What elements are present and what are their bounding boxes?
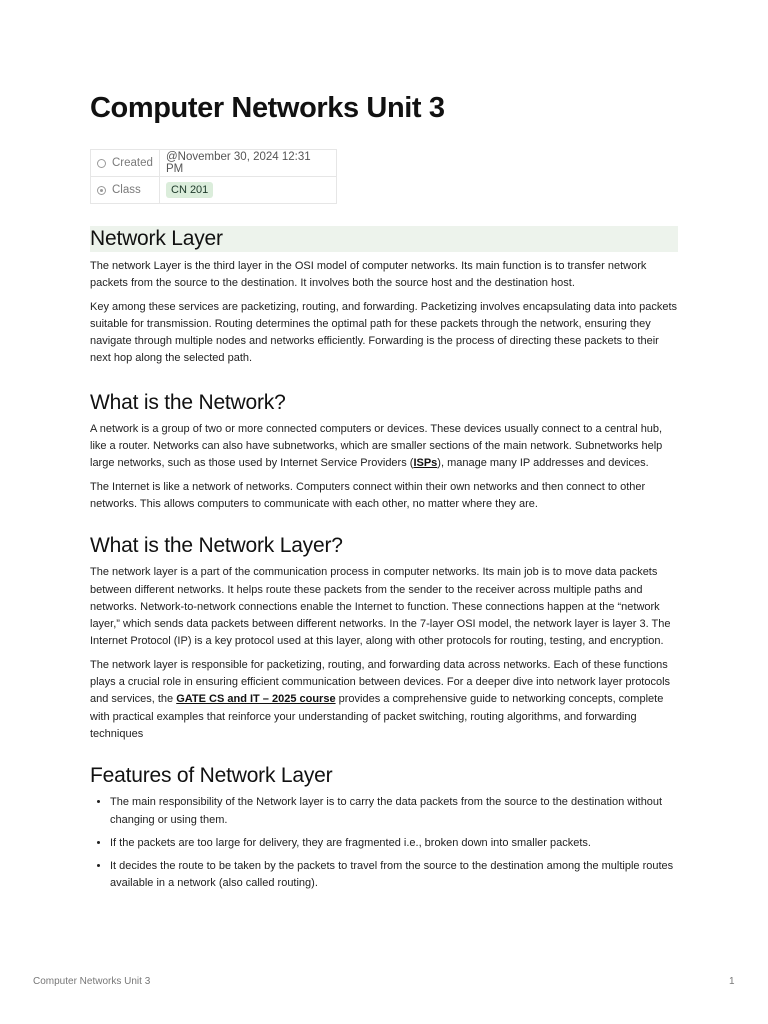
gate-course-link[interactable]: GATE CS and IT – 2025 course xyxy=(176,693,336,706)
page-title: Computer Networks Unit 3 xyxy=(90,92,445,124)
isps-link[interactable]: ISPs xyxy=(413,457,438,470)
features-list xyxy=(90,794,678,892)
property-key-created: Created xyxy=(112,157,153,169)
footer-title: Computer Networks Unit 3 xyxy=(33,976,151,987)
paragraph: The Internet is like a network of networks. Computers connect within their own networks and then connect to other networks. This allows computers to communicate with each other, no matter where they are. xyxy=(90,480,646,510)
list-item: • The main responsibility of the Network layer is to carry the data packets from the source to the destination without changing or using them. xyxy=(110,794,678,829)
paragraph: Key among these services are packetizing, routing, and forwarding. Packetizing involves encapsulating data into packets suitable for transmission. Routing determines the optimal path for these packets through the network, ensuring they navigate through multiple nodes and networks efficiently. Forwarding is the process of directing these packets to their next hop along the selected path. xyxy=(90,300,678,365)
paragraph: The network layer is responsible for packetizing, routing, and forwarding data across networks. Each of these functions plays a crucial role in ensuring efficient communication between devices. For a deeper dive into network layer protocols and services, the GATE CS and IT – 2025 course provides a comprehensive guide to networking concepts, complete with practical examples that reinforce your understanding of packet switching, routing algorithms, and forwarding techniques xyxy=(90,658,671,740)
properties-table xyxy=(90,149,337,204)
document-body xyxy=(90,226,678,893)
page-number: 1 xyxy=(729,976,735,987)
class-tag[interactable]: CN 201 xyxy=(166,182,213,198)
heading-what-is-network: What is the Network? xyxy=(90,390,286,414)
list-item: • If the packets are too large for delivery, they are fragmented i.e., broken down into smaller packets. xyxy=(110,835,678,852)
paragraph: The network Layer is the third layer in the OSI model of computer networks. Its main function is to transfer network packets from the source to the destination. It involves both the source host and the destination host. xyxy=(90,260,647,290)
target-icon xyxy=(97,186,106,195)
heading-network-layer: Network Layer xyxy=(90,226,678,252)
heading-features: Features of Network Layer xyxy=(90,764,333,788)
clock-icon xyxy=(97,159,106,168)
list-item: • It decides the route to be taken by the packets to travel from the source to the destination among the multiple routes available in a network (also called routing). xyxy=(110,858,678,893)
paragraph: A network is a group of two or more connected computers or devices. These devices usually connect to a central hub, like a router. Networks can also have subnetworks, which are smaller sections of the main network. Subnetworks help large networks, such as those used by Internet Service Providers (ISPs), manage many IP addresses and devices. xyxy=(90,422,663,470)
property-value-created[interactable]: @November 30, 2024 12:31 PM xyxy=(160,150,337,177)
paragraph: The network layer is a part of the communication process in computer networks. Its main job is to move data packets between different networks. It helps route these packets from the sender to the receiver across multiple paths and networks. Network-to-network connections enable the Internet to function. These connections happen at the “network layer,” which sends data packets between different networks. In the 7-layer OSI model, the network layer is layer 3. The Internet Protocol (IP) is a key protocol used at this layer, along with other protocols for routing, testing, and encryption. xyxy=(90,566,671,648)
heading-what-is-network-layer: What is the Network Layer? xyxy=(90,534,343,558)
property-row-created xyxy=(91,150,337,177)
property-key-class: Class xyxy=(112,184,141,196)
property-row-class xyxy=(91,177,337,204)
